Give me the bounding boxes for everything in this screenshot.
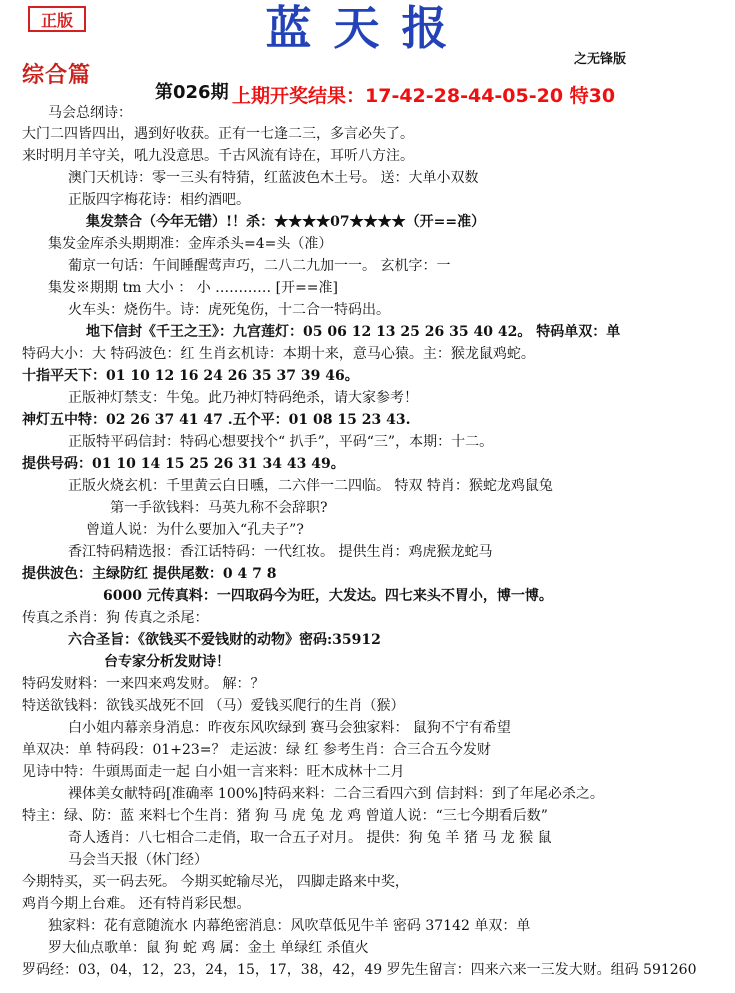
text-line: 马会当天报（休门经）	[68, 852, 208, 868]
text-line: 6000 元传真料：一四取码今为旺，大发达。四七来头不胃小，博一博。	[103, 588, 553, 604]
text-line: 集发禁合（今年无错）!！杀：★★★★07★★★★（开==准）	[86, 214, 486, 230]
text-line: 地下信封《千王之王》：九宫莲灯：05 06 12 13 25 26 35 40 42。 特码单双：单	[86, 324, 621, 340]
text-line: 集发金库杀头期期准：金库杀头=4=头（准）	[48, 236, 333, 252]
text-line: 香江特码精选报：香江话特码：一代红妆。 提供生肖：鸡虎猴龙蛇马	[68, 544, 493, 560]
text-line: 裸体美女献特码[准确率 100%]特码来料：二合三看四六到 信封料：到了年尾必杀之。	[68, 786, 604, 802]
text-line: 正版四字梅花诗：相约酒吧。	[68, 192, 250, 208]
text-line: 正版特平码信封：特码心想要找个“ 扒手”，平码“三”，本期：十二。	[68, 434, 494, 450]
text-line: 六合圣旨：《欲钱买不爱钱财的动物》密码:35912	[68, 632, 381, 648]
text-line: 奇人透肖：八七相合二走俏，取一合五子对月。 提供：狗 兔 羊 猪 马 龙 猴 鼠	[68, 830, 552, 846]
text-line: 见诗中特：牛頭馬面走一起 白小姐一言来料：旺木成林十二月	[22, 764, 405, 780]
text-line: 传真之杀肖：狗 传真之杀尾：	[22, 610, 209, 626]
edition-label: 之无锋版	[574, 52, 627, 67]
text-line: 火车头：烧伤牛。诗：虎死兔伤，十二合一特码出。	[68, 302, 390, 318]
text-line: 白小姐内幕亲身消息：昨夜东风吹绿到 赛马会独家料： 鼠狗不宁有希望	[68, 720, 511, 736]
text-line: 特送欲钱料：欲钱买战死不回 （马）爱钱买爬行的生肖（猴）	[22, 698, 405, 714]
text-line: 鸡肖今期上台难。 还有特肖彩民想。	[22, 896, 251, 912]
masthead-title: 蓝天报	[265, 1, 470, 55]
text-line: 今期特买，买一码去死。 今期买蛇输尽光， 四脚走路来中奖，	[22, 874, 409, 890]
text-line: 台专家分析发财诗！	[104, 654, 230, 670]
text-line: 罗码经：03，04，12，23，24，15，17，38，42，49 罗先生留言：四来六来一三发大财。组码 591260	[22, 962, 697, 978]
text-line: 集发※期期 tm 大小 ： 小 ………… [开==准]	[48, 280, 338, 296]
text-line: 提供波色：主绿防红 提供尾数：0 4 7 8	[22, 566, 277, 582]
text-line: 罗大仙点歌单：鼠 狗 蛇 鸡 属：金土 单绿红 杀值火	[48, 940, 369, 956]
text-line: 正版火烧玄机：千里黄云白日曛，二六伴一二四临。 特双 特肖：猴蛇龙鸡鼠兔	[68, 478, 553, 494]
issue-number: 第026期	[155, 82, 229, 103]
text-line: 马会总纲诗：	[48, 105, 132, 121]
text-line: 曾道人说：为什么要加入“孔夫子”?	[86, 522, 304, 538]
text-line: 特主：绿、防：蓝 来料七个生肖：猪 狗 马 虎 兔 龙 鸡 曾道人说：“三七今期看后数”	[22, 808, 548, 824]
text-line: 来时明月羊守关，吼九没意思。千古风流有诗在，耳听八方注。	[22, 148, 414, 164]
text-line: 特码发财料：一来四来鸡发财。 解：？	[22, 676, 265, 692]
previous-draw-result: 上期开奖结果：17-42-28-44-05-20 特30	[232, 85, 616, 107]
text-line: 澳门天机诗：零一三头有特猜，红蓝波色木土号。 送：大单小双数	[68, 170, 479, 186]
text-line: 第一手欲钱料：马英九称不会辞职?	[110, 500, 328, 516]
text-line: 独家料：花有意随流水 内幕绝密消息：风吹草低见牛羊 密码 37142 单双：单	[48, 918, 531, 934]
text-line: 葡京一句话：午间睡醒莺声巧，二八二九加一一。 玄机字：一	[68, 258, 451, 274]
text-line: 十指平天下：01 10 12 16 24 26 35 37 39 46。	[22, 368, 359, 384]
authentic-stamp: 正版	[28, 6, 86, 32]
text-line: 特码大小：大 特码波色：红 生肖玄机诗：本期十来，意马心猿。主：猴龙鼠鸡蛇。	[22, 346, 535, 362]
text-line: 正版神灯禁支：牛兔。此乃神灯特码绝杀，请大家参考！	[68, 390, 418, 406]
section-title: 综合篇	[22, 63, 92, 88]
text-line: 单双决：单 特码段：01+23=？ 走运波：绿 红 参考生肖：合三合五今发财	[22, 742, 491, 758]
text-line: 大门二四皆四出，遇到好收获。正有一七逢二三，多言必失了。	[22, 126, 414, 142]
text-line: 神灯五中特：02 26 37 41 47 .五个平：01 08 15 23 43.	[22, 412, 411, 428]
text-line: 提供号码：01 10 14 15 25 26 31 34 43 49。	[22, 456, 345, 472]
